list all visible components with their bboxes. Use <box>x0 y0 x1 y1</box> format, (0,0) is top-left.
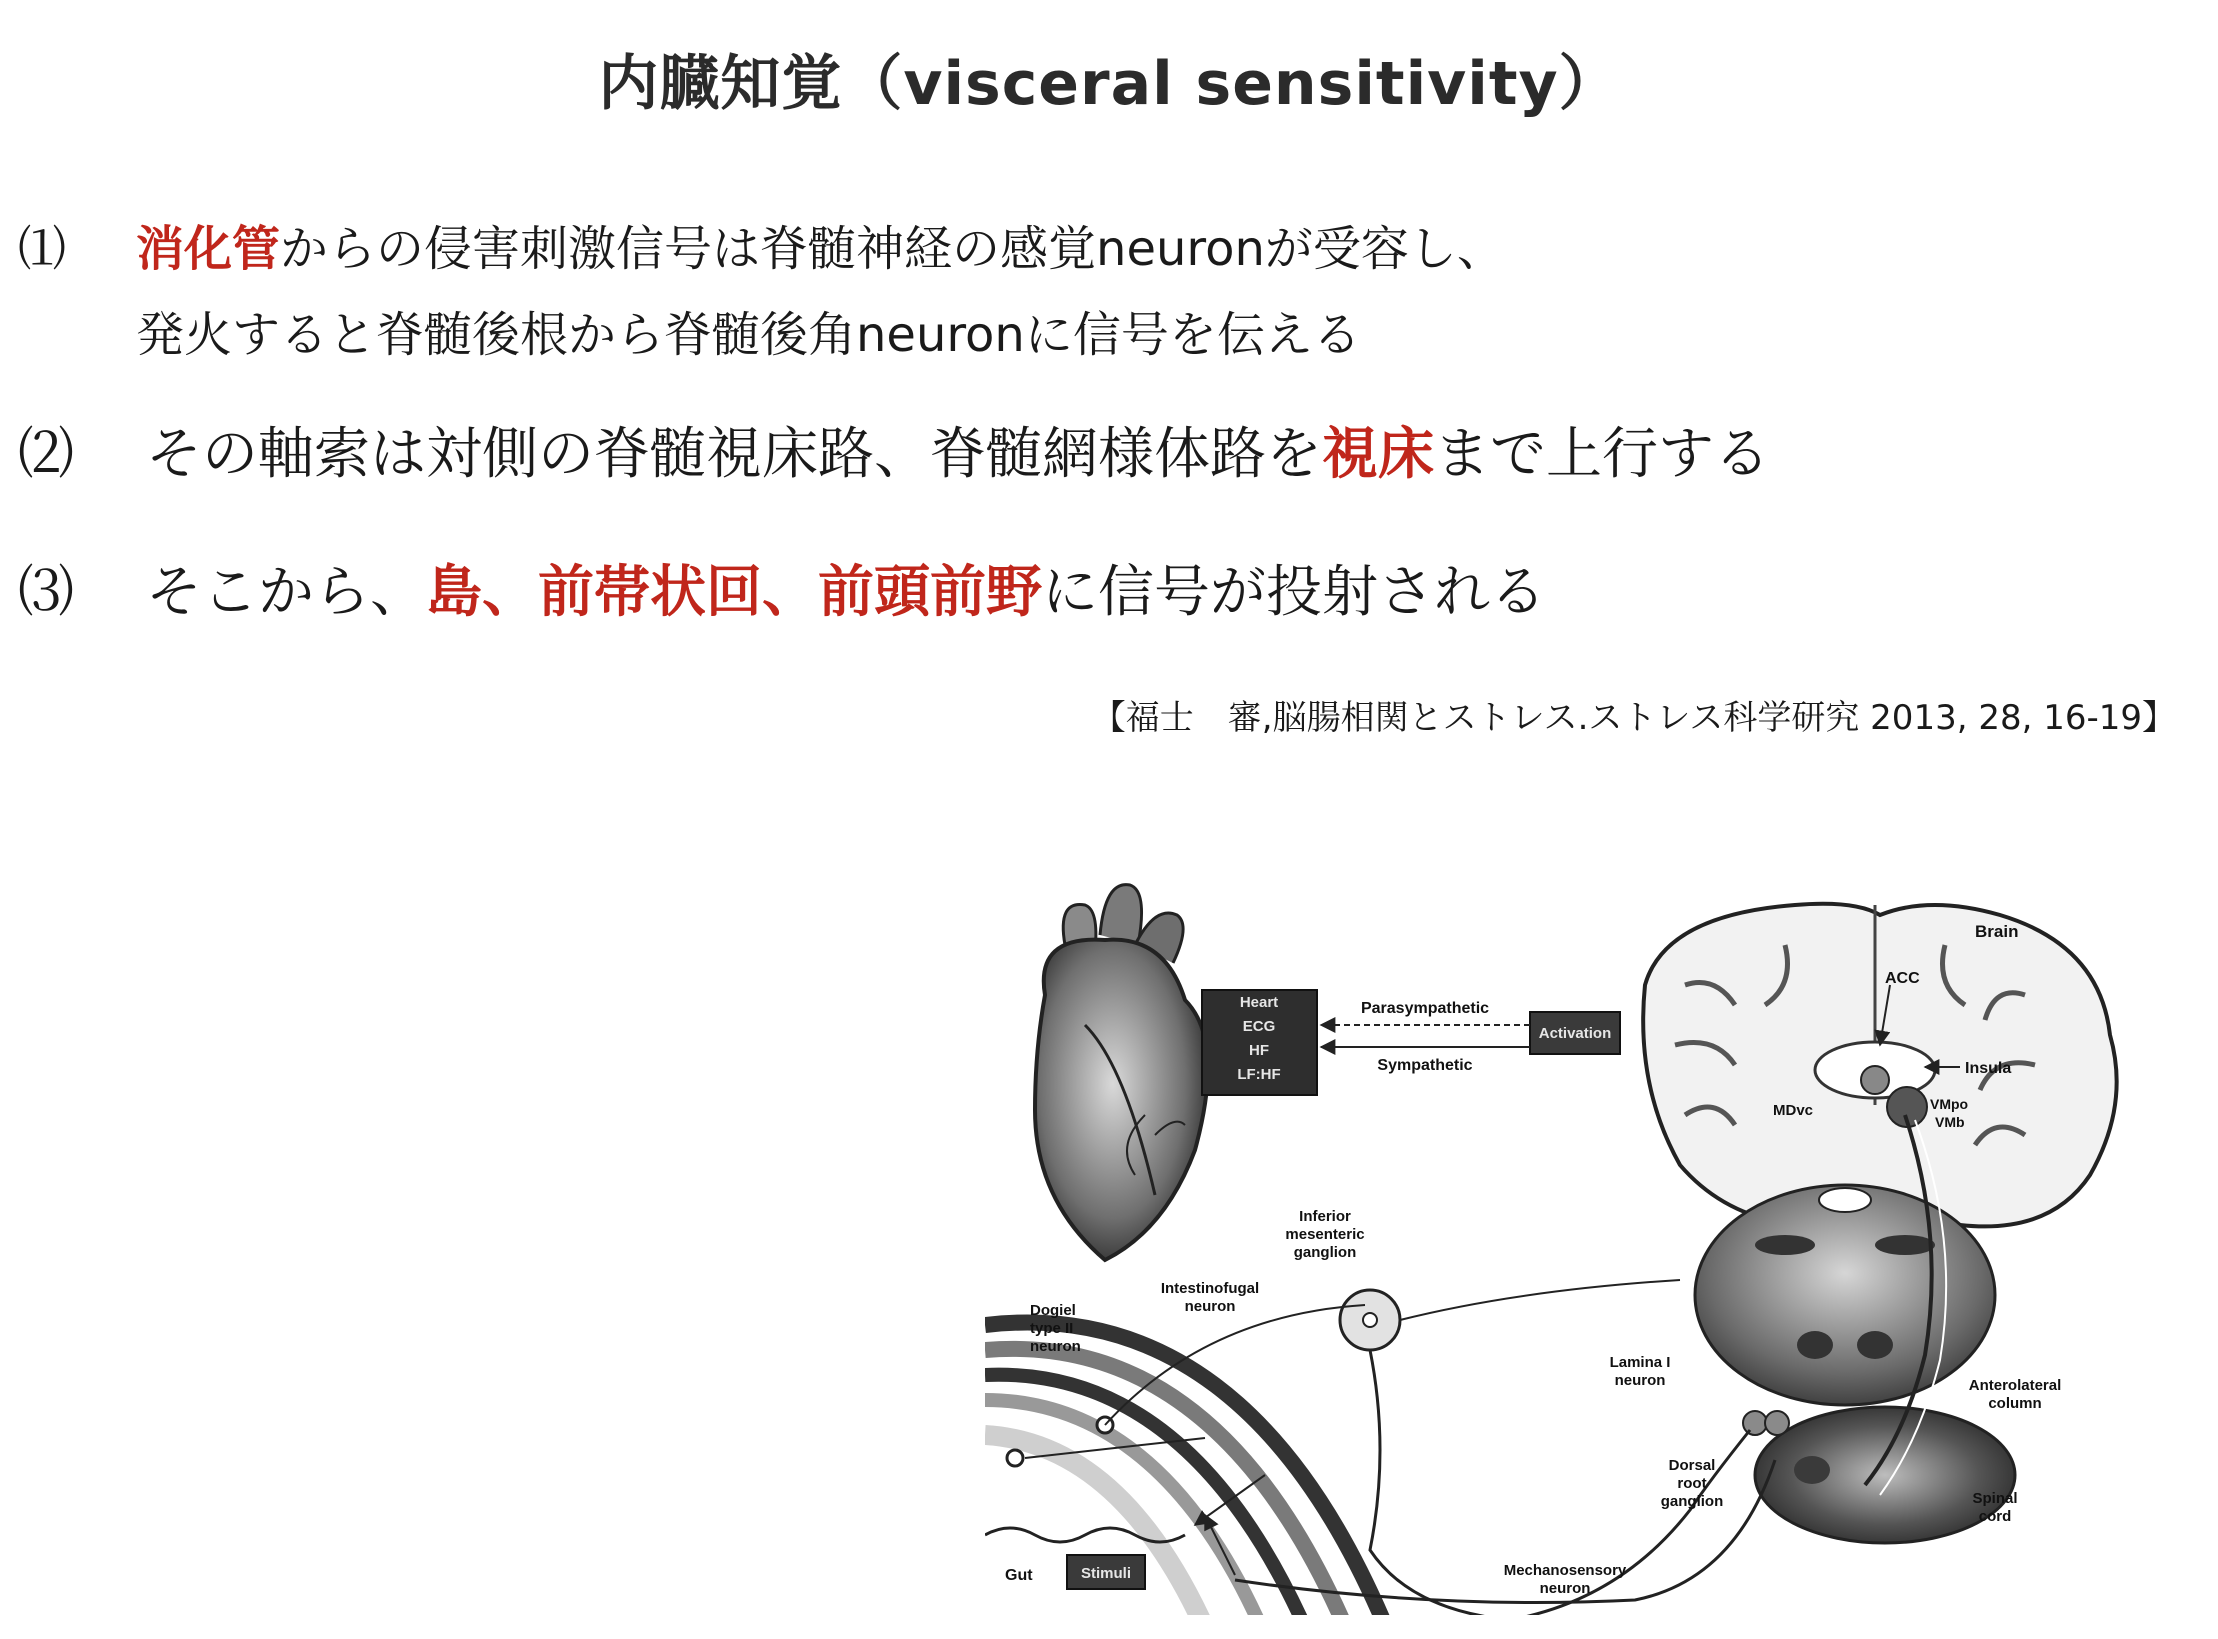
point-2 <box>18 410 1770 490</box>
point-3-highlight: 島、前帯状回、前頭前野 <box>426 560 1042 625</box>
acc-label: ACC <box>1885 970 1920 987</box>
brain-section <box>1643 904 2116 1227</box>
mechanosensory-label-1: Mechanosensory <box>1503 1562 1627 1579</box>
heart-box-heart: Heart <box>1239 994 1279 1011</box>
dogiel-label-1: Dogiel <box>1030 1302 1076 1319</box>
insula-label: Insula <box>1965 1060 2012 1077</box>
point-1-line-2: 発火すると脊髄後根から脊髄後角neuronに信号を伝える <box>136 307 1361 363</box>
point-2-number: ⑵ <box>18 422 74 487</box>
inferior-label-1: Inferior <box>1299 1208 1351 1225</box>
parasympathetic-label: Parasympathetic <box>1360 1000 1490 1017</box>
drg-label-3: ganglion <box>1660 1493 1724 1510</box>
gut-wall <box>985 1323 1385 1616</box>
point-1-highlight: 消化管 <box>136 221 281 277</box>
stimuli-label: Stimuli <box>1080 1565 1132 1582</box>
anterolateral-label-2: column <box>1988 1395 2042 1412</box>
sympathetic-label: Sympathetic <box>1377 1057 1473 1074</box>
point-3-number: ⑶ <box>18 560 74 625</box>
page-title: 内臓知覚（visceral sensitivity） <box>598 49 1620 119</box>
brainstem-section <box>1695 1185 1995 1405</box>
heart-box-ecg: ECG <box>1242 1018 1276 1035</box>
lamina-label-1: Lamina I <box>1609 1354 1671 1371</box>
intestinofugal-label-1: Intestinofugal <box>1160 1280 1260 1297</box>
citation: 【福士 審,脳腸相関とストレス.ストレス科学研究 2013, 28, 16-19】 <box>1091 698 2176 738</box>
point-2-text-post: まで上行する <box>1434 422 1770 487</box>
dogiel-label-3: neuron <box>1030 1338 1081 1355</box>
inferior-label-2: mesenteric <box>1285 1226 1365 1243</box>
drg-label-2: root <box>1677 1475 1707 1492</box>
heart-box-hf: HF <box>1249 1042 1269 1059</box>
activation-label: Activation <box>1538 1025 1612 1042</box>
spinal-cord-section <box>1743 1407 2018 1543</box>
anterolateral-label-1: Anterolateral <box>1968 1377 2062 1394</box>
point-1-line-1 <box>18 210 1505 279</box>
vmpo-label: VMpo <box>1930 1096 1969 1112</box>
intestinofugal-label-2: neuron <box>1184 1298 1236 1315</box>
point-2-highlight: 視床 <box>1322 422 1434 487</box>
point-3 <box>18 548 1546 628</box>
gut-label: Gut <box>1005 1567 1033 1584</box>
lamina-label-2: neuron <box>1614 1372 1666 1389</box>
inferior-label-3: ganglion <box>1293 1244 1357 1261</box>
point-1-text: からの侵害刺激信号は脊髄神経の感覚neuronが受容し、 <box>280 221 1505 277</box>
heart-box-lfhf: LF:HF <box>1237 1066 1281 1083</box>
mechanosensory-label-2: neuron <box>1539 1580 1591 1597</box>
spinal-label-1: Spinal <box>1972 1490 2018 1507</box>
point-1-number: ⑴ <box>18 221 67 277</box>
dogiel-label-2: type II <box>1030 1320 1074 1337</box>
spinal-label-2: cord <box>1978 1508 2012 1525</box>
point-3-text-pre: そこから、 <box>146 560 426 625</box>
mdvc-label: MDvc <box>1773 1102 1814 1119</box>
point-2-text-pre: その軸索は対側の脊髄視床路、脊髄網様体路を <box>146 422 1322 487</box>
heart-metrics-box <box>1202 990 1317 1095</box>
drg-label-1: Dorsal <box>1668 1457 1716 1474</box>
vmb-label: VMb <box>1935 1114 1965 1130</box>
point-3-text-post: に信号が投射される <box>1042 560 1546 625</box>
autonomic-arrows <box>1321 1000 1620 1074</box>
visceral-pathway-diagram <box>985 875 2218 1615</box>
heart-illustration <box>1035 885 1208 1260</box>
brain-label: Brain <box>1975 922 2019 941</box>
